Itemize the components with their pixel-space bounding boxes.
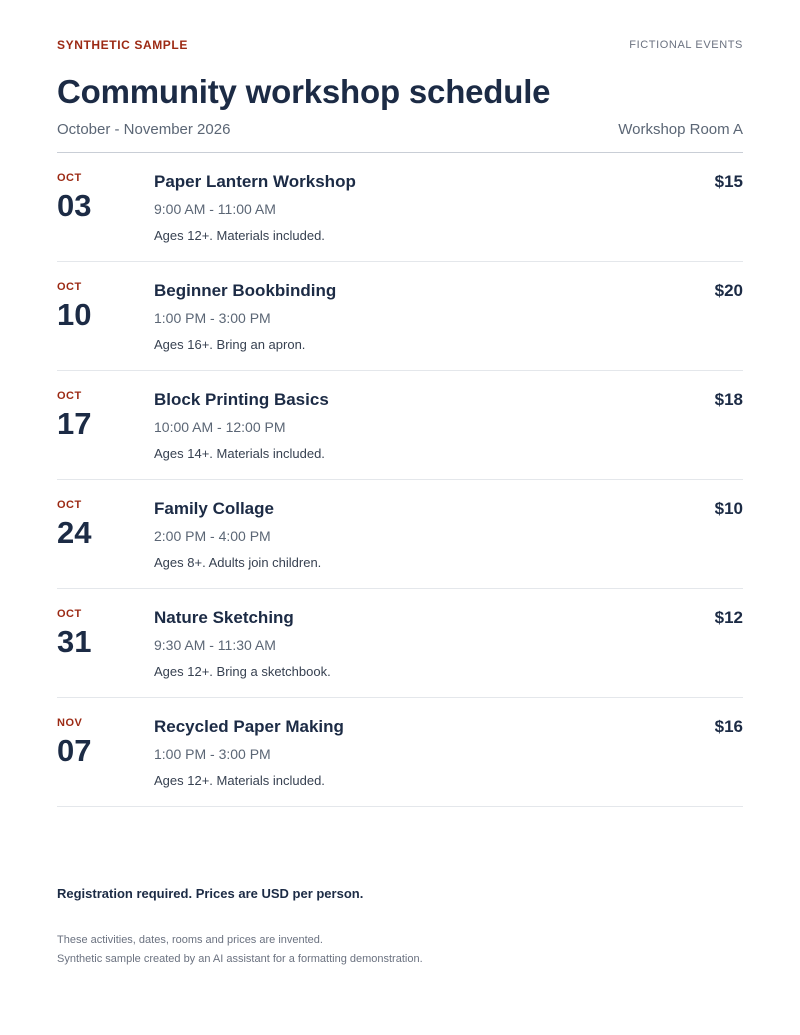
event-name: Recycled Paper Making — [154, 717, 344, 736]
event-date — [57, 608, 154, 697]
event-day: 17 — [57, 406, 92, 441]
event-info — [154, 608, 663, 697]
event-name: Paper Lantern Workshop — [154, 172, 356, 191]
disclaimer-line: Synthetic sample created by an AI assistant for a formatting demonstration. — [57, 953, 423, 965]
event-info — [154, 281, 663, 370]
event-day: 03 — [57, 188, 92, 223]
event-time: 1:00 PM - 3:00 PM — [154, 310, 271, 326]
event-price: $15 — [714, 172, 743, 191]
event-month: OCT — [57, 608, 82, 620]
event-date — [57, 717, 154, 806]
event-note: Ages 8+. Adults join children. — [154, 555, 322, 570]
event-day: 07 — [57, 733, 92, 768]
event-note: Ages 12+. Materials included. — [154, 228, 325, 243]
top-bar — [57, 38, 743, 52]
event-note: Ages 14+. Materials included. — [154, 446, 325, 461]
event-name: Block Printing Basics — [154, 390, 329, 409]
event-list — [57, 153, 743, 807]
event-name: Beginner Bookbinding — [154, 281, 337, 300]
event-info — [154, 172, 663, 261]
event-row — [57, 698, 743, 807]
category-label: FICTIONAL EVENTS — [629, 39, 743, 51]
event-time: 9:00 AM - 11:00 AM — [154, 201, 276, 217]
event-price: $16 — [714, 717, 743, 736]
event-info — [154, 390, 663, 479]
event-info — [154, 499, 663, 588]
event-day: 24 — [57, 515, 92, 550]
event-row — [57, 480, 743, 589]
event-month: OCT — [57, 390, 82, 402]
event-time: 1:00 PM - 3:00 PM — [154, 746, 271, 762]
event-row — [57, 262, 743, 371]
disclaimer — [57, 931, 423, 969]
sample-label: SYNTHETIC SAMPLE — [57, 38, 188, 52]
event-date — [57, 499, 154, 588]
location: Workshop Room A — [618, 121, 743, 138]
event-price: $18 — [714, 390, 743, 409]
event-name: Nature Sketching — [154, 608, 294, 627]
event-price: $12 — [714, 608, 743, 627]
disclaimer-line: These activities, dates, rooms and prices are invented. — [57, 934, 323, 946]
event-month: OCT — [57, 172, 82, 184]
event-month: OCT — [57, 281, 82, 293]
event-row — [57, 371, 743, 480]
event-day: 31 — [57, 624, 92, 659]
event-time: 10:00 AM - 12:00 PM — [154, 419, 286, 435]
page-title: Community workshop schedule — [57, 73, 551, 110]
event-price: $20 — [714, 281, 743, 300]
event-note: Ages 16+. Bring an apron. — [154, 337, 306, 352]
date-range: October - November 2026 — [57, 121, 231, 138]
event-date — [57, 172, 154, 261]
event-month: OCT — [57, 499, 82, 511]
event-time: 9:30 AM - 11:30 AM — [154, 637, 276, 653]
event-note: Ages 12+. Bring a sketchbook. — [154, 664, 331, 679]
event-row — [57, 589, 743, 698]
event-time: 2:00 PM - 4:00 PM — [154, 528, 271, 544]
event-row — [57, 153, 743, 262]
event-name: Family Collage — [154, 499, 274, 518]
event-date — [57, 390, 154, 479]
event-note: Ages 12+. Materials included. — [154, 773, 325, 788]
registration-note: Registration required. Prices are USD per person. — [57, 886, 364, 901]
event-info — [154, 717, 663, 806]
event-month: NOV — [57, 717, 83, 729]
subtitle-row — [57, 121, 743, 153]
event-price: $10 — [714, 499, 743, 518]
event-date — [57, 281, 154, 370]
event-day: 10 — [57, 297, 92, 332]
